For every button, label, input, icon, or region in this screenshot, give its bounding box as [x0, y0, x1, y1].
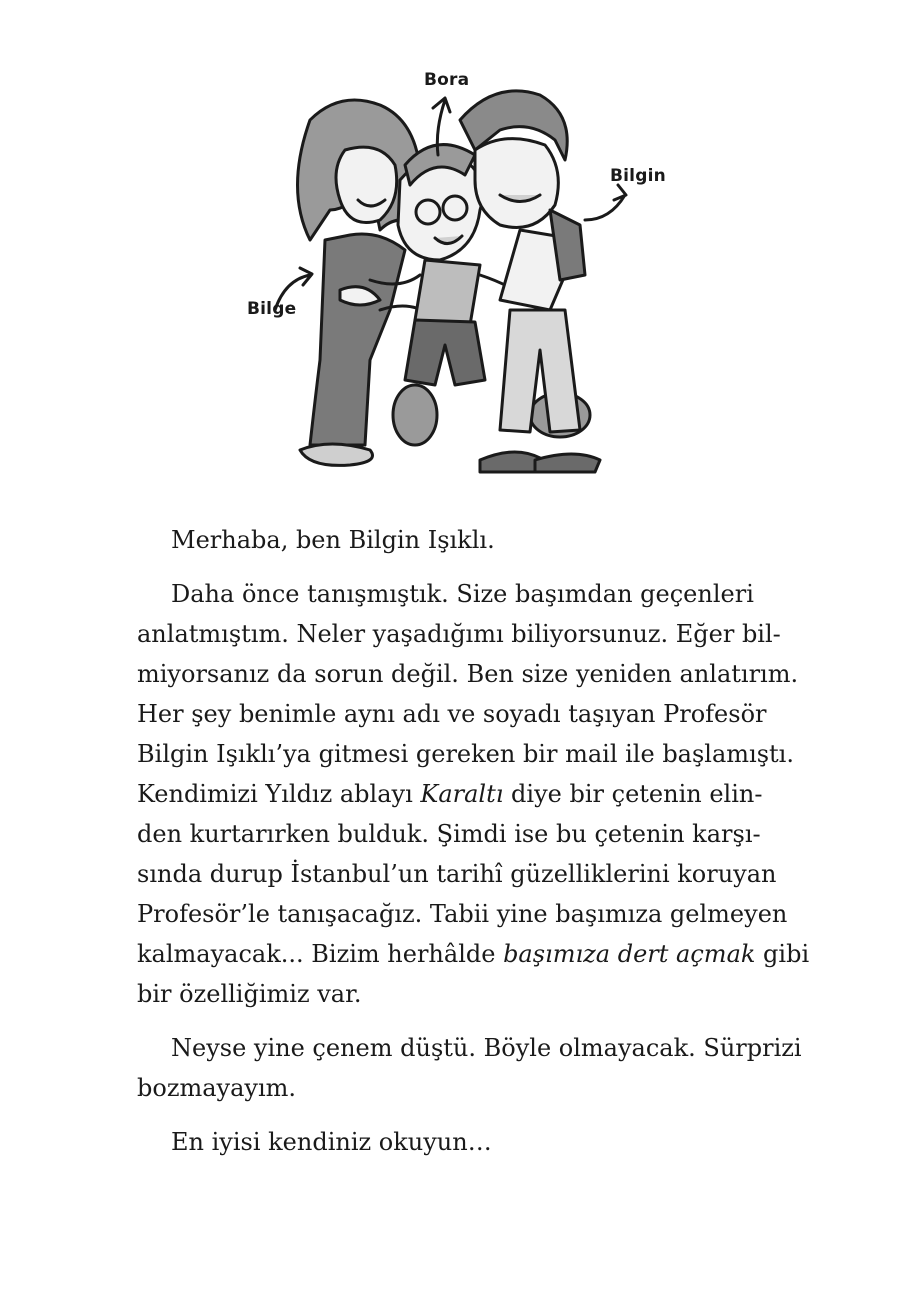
paragraph-line: sında durup İstanbul’un tarihî güzelliklerini koruyan [137, 860, 777, 888]
text-run: diye bir çetenin elin- [503, 780, 763, 808]
paragraph-line: miyorsanız da sorun değil. Ben size yeniden anlatırım. [137, 660, 799, 688]
paragraph-line: den kurtarırken bulduk. Şimdi ise bu çetenin karşı- [137, 820, 761, 848]
children-illustration [230, 60, 670, 490]
label-bilge: Bilge [247, 299, 297, 319]
paragraph-line: Profesör’le tanışacağız. Tabii yine başımıza gelmeyen [137, 900, 788, 928]
paragraph-1 [137, 520, 747, 560]
paragraph-line: Merhaba, ben Bilgin Işıklı. [171, 526, 495, 554]
paragraph-4 [137, 1122, 747, 1162]
paragraph-line: En iyisi kendiniz okuyun… [171, 1128, 492, 1156]
italic-run: başımıza dert açmak [503, 940, 756, 968]
bilgin-figure [460, 91, 600, 472]
paragraph-2 [137, 574, 810, 1014]
paragraph-line: anlatmıştım. Neler yaşadığımı biliyorsunuz. Eğer bil- [137, 620, 781, 648]
story-text [137, 520, 810, 1176]
paragraph-3 [137, 1028, 802, 1108]
paragraph-line: Neyse yine çenem düştü. Böyle olmayacak. Sürprizi [171, 1034, 802, 1062]
paragraph-line: bir özelliğimiz var. [137, 980, 362, 1008]
paragraph-line: bozmayayım. [137, 1074, 297, 1102]
paragraph-line: Bilgin Işıklı’ya gitmesi gereken bir mail ile başlamıştı. [137, 740, 794, 768]
text-run: gibi [755, 940, 810, 968]
paragraph-line [137, 774, 763, 814]
italic-run: Karaltı [420, 780, 504, 808]
paragraph-line: Her şey benimle aynı adı ve soyadı taşıyan Profesör [137, 700, 767, 728]
text-run: Kendimizi Yıldız ablayı [137, 780, 421, 808]
text-run: kalmayacak... Bizim herhâlde [137, 940, 504, 968]
label-bilgin: Bilgin [610, 166, 666, 186]
label-bora: Bora [424, 70, 470, 90]
paragraph-line [137, 934, 810, 974]
paragraph-line: Daha önce tanışmıştık. Size başımdan geçenleri [171, 580, 754, 608]
